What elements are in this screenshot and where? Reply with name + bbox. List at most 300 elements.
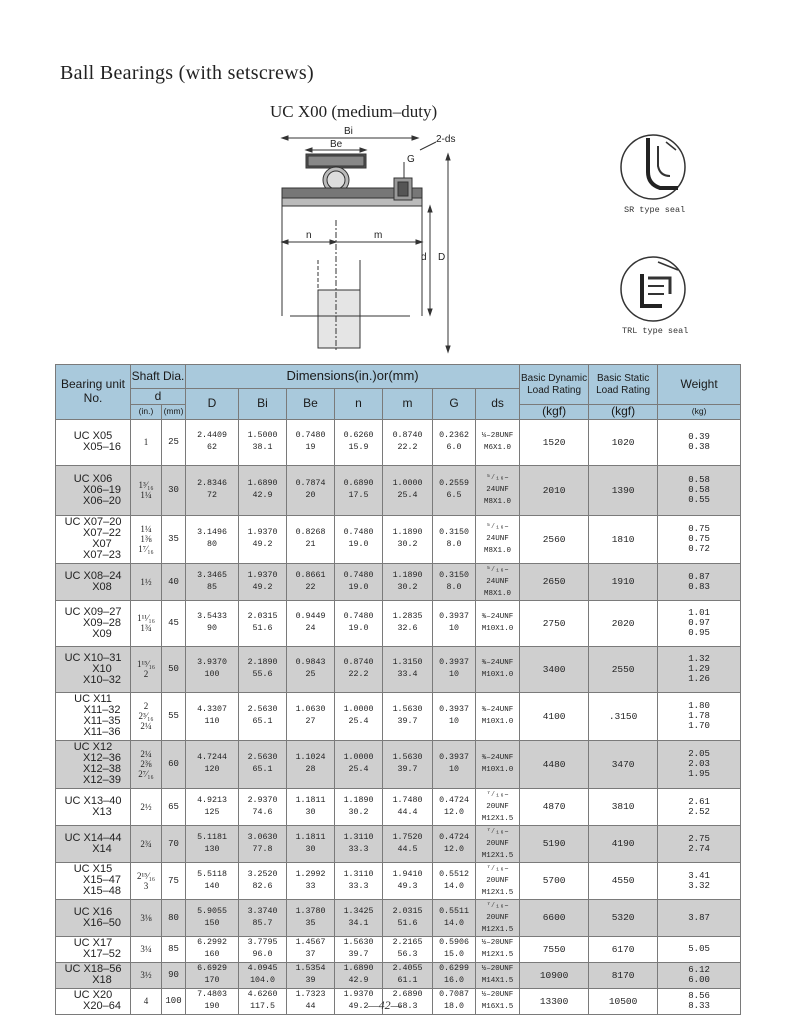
m-line: 56.3 (397, 950, 418, 960)
m-line: 1.3150 (392, 658, 423, 668)
m-line: 1.2835 (392, 612, 423, 622)
weight-line: 6.12 (688, 965, 710, 976)
dim-m-cell (383, 962, 433, 988)
bearing-unit-cell (56, 515, 131, 563)
D-line: 3.1496 (197, 528, 227, 538)
Bi-line: 49.2 (252, 582, 273, 592)
dim-D-cell (186, 465, 239, 515)
dim-n-cell (335, 962, 383, 988)
dim-n-cell (335, 788, 383, 825)
table-row (56, 899, 741, 936)
units-line: X06–20 (83, 494, 121, 507)
Bi-line: 3.3740 (247, 906, 278, 916)
Be-line: 0.7480 (295, 431, 326, 441)
dim-Be-cell (287, 465, 335, 515)
units-line: X11–32 (83, 704, 121, 717)
D-line: 5.5118 (197, 869, 227, 879)
Bi-line: 38.1 (252, 443, 273, 453)
Be-line: 27 (305, 717, 316, 727)
G-line: 12.0 (444, 844, 464, 854)
weight-cell (658, 862, 741, 899)
n-line: 1.0000 (343, 753, 374, 763)
dynamic-load-cell: 2750 (520, 600, 589, 646)
arrow-icon (428, 309, 432, 315)
weight-line: 0.97 (688, 618, 710, 629)
dynamic-load-cell: 7550 (520, 936, 589, 962)
dim-Be-cell (287, 788, 335, 825)
weight-cell (658, 515, 741, 563)
inch-line: 1¹⁵⁄₁₆ (136, 659, 156, 670)
dim-D-cell (186, 419, 239, 465)
weight-line: 1.32 (688, 654, 710, 665)
D-line: 150 (204, 918, 220, 928)
units-line: UC X20 (73, 989, 113, 1002)
bearing-unit-cell (56, 465, 131, 515)
D-line: 160 (204, 950, 220, 960)
units-line: X09–28 (83, 616, 121, 629)
weight-line: 0.95 (688, 628, 710, 639)
m-line: 1.1890 (392, 570, 423, 580)
shaft-mm-cell: 60 (162, 740, 186, 788)
units-line: UC X10–31 (64, 651, 122, 664)
inch-line: 1¹¹⁄₁₆ (137, 613, 155, 624)
dim-ds-cell (476, 515, 520, 563)
shaft-mm-cell: 45 (162, 600, 186, 646)
dim-ds-cell (476, 862, 520, 899)
units-line: UC X11 (74, 693, 112, 706)
D-line: 170 (204, 976, 220, 986)
G-line: 14.0 (444, 881, 464, 891)
header-Bi: Bi (239, 389, 287, 420)
dim-D-cell (186, 515, 239, 563)
weight-line: 3.87 (688, 912, 710, 923)
m-line: 2.0315 (392, 906, 423, 916)
Be-line: 20 (305, 491, 316, 501)
n-line: 30.2 (348, 807, 369, 817)
bearing-unit-cell (56, 962, 131, 988)
G-line: 0.3150 (439, 570, 469, 580)
n-line: 25.4 (348, 765, 369, 775)
G-line: 10 (449, 717, 459, 727)
shaft-inch-cell (131, 692, 162, 740)
dim-D-cell (186, 988, 239, 1014)
shaft-body (318, 290, 360, 348)
units-line: X15–48 (83, 885, 121, 898)
n-line: 1.6890 (343, 964, 374, 974)
inch-line: 1⅜ (140, 534, 152, 545)
dim-m-cell (383, 646, 433, 692)
dynamic-load-cell: 13300 (520, 988, 589, 1014)
shaft-mm-cell: 90 (162, 962, 186, 988)
D-line: 62 (207, 443, 217, 453)
dim-Be-cell (287, 692, 335, 740)
table-row (56, 465, 741, 515)
ds-line: M6X1.0 (484, 444, 512, 453)
dim-Be-cell (287, 563, 335, 600)
inch-line: 2¾ (140, 838, 152, 849)
Be-line: 0.8661 (295, 570, 326, 580)
dim-D-cell (186, 740, 239, 788)
G-line: 0.3937 (439, 753, 469, 763)
inch-line: 2 (143, 701, 149, 712)
ds-line: ⅜–24UNF (481, 754, 514, 763)
m-line: 25.4 (397, 491, 418, 501)
shaft-inch-cell (131, 563, 162, 600)
dim-ds-cell (476, 600, 520, 646)
D-line: 72 (207, 491, 217, 501)
weight-cell (658, 899, 741, 936)
m-line: 49.3 (397, 881, 418, 891)
weight-line: 0.58 (688, 485, 710, 496)
inch-line: 3⅛ (140, 912, 152, 923)
page-number: —42— (368, 998, 402, 1012)
static-load-cell: 2020 (589, 600, 658, 646)
units-line: X10 (92, 662, 112, 675)
m-line: 0.8740 (392, 431, 423, 441)
dim-Bi-cell (239, 740, 287, 788)
dim-D-cell (186, 563, 239, 600)
arrow-icon (412, 136, 418, 140)
weight-line: 8.33 (688, 1001, 710, 1012)
inch-line: 2¼ (140, 749, 152, 760)
ds-line: ½–20UNF (481, 991, 514, 1000)
G-line: 8.0 (446, 540, 462, 550)
dim-m-cell (383, 899, 433, 936)
n-label: n (306, 230, 312, 241)
header-kgf-dynamic: (kgf) (520, 405, 589, 420)
static-load-cell: 1390 (589, 465, 658, 515)
m-line: 1.9410 (392, 869, 423, 879)
inch-line: 2 (143, 669, 149, 680)
D-line: 125 (204, 807, 220, 817)
dim-G-cell (433, 788, 476, 825)
dim-D-cell (186, 962, 239, 988)
G-line: 15.0 (444, 950, 464, 960)
arrow-icon (416, 240, 422, 244)
dim-Bi-cell (239, 936, 287, 962)
page-title: Ball Bearings (with setscrews) (60, 62, 314, 84)
Bi-line: 65.1 (252, 765, 273, 775)
Be-line: 0.9843 (295, 658, 326, 668)
Bi-line: 1.5000 (247, 431, 278, 441)
D-line: 2.8346 (197, 479, 227, 489)
G-line: 14.0 (444, 918, 464, 928)
D-line: 4.7244 (197, 753, 227, 763)
n-line: 34.1 (348, 918, 369, 928)
units-line: X12–36 (83, 752, 121, 765)
G-line: 0.5511 (439, 906, 469, 916)
dim-D-cell (186, 899, 239, 936)
weight-line: 0.72 (688, 544, 710, 555)
table-row (56, 862, 741, 899)
weight-line: 2.05 (688, 749, 710, 760)
dim-m-cell (383, 465, 433, 515)
Be-line: 1.5354 (295, 964, 326, 974)
inch-line: 2⅜ (140, 759, 152, 770)
inch-line: 2³⁄₁₆ (138, 711, 154, 722)
dim-m-cell (383, 515, 433, 563)
bi-label: Bi (344, 126, 353, 137)
Bi-line: 2.0315 (247, 612, 278, 622)
static-load-cell: 10500 (589, 988, 658, 1014)
weight-line: 2.74 (688, 843, 710, 854)
D-line: 110 (204, 717, 220, 727)
weight-line: 6.00 (688, 975, 710, 986)
Bi-line: 74.6 (252, 807, 273, 817)
inch-line: 1³⁄₁₆ (138, 480, 154, 491)
bearing-unit-cell (56, 419, 131, 465)
weight-line: 0.38 (688, 442, 710, 453)
dim-m-cell (383, 862, 433, 899)
setscrew-hole (398, 182, 408, 196)
shaft-inch-cell (131, 788, 162, 825)
n-line: 1.3425 (343, 906, 374, 916)
Be-line: 39 (305, 976, 316, 986)
units-line: X10–32 (83, 673, 121, 686)
dim-n-cell (335, 600, 383, 646)
shaft-inch-cell (131, 419, 162, 465)
dim-Be-cell (287, 988, 335, 1014)
units-line: UC X14–44 (64, 831, 122, 844)
dim-Be-cell (287, 740, 335, 788)
weight-line: 2.61 (688, 796, 710, 807)
Bi-line: 55.6 (252, 670, 273, 680)
dynamic-load-cell: 2560 (520, 515, 589, 563)
units-line: UC X12 (73, 741, 113, 754)
Be-line: 1.7323 (295, 990, 326, 1000)
G-line: 6.5 (446, 491, 462, 501)
weight-line: 5.05 (688, 944, 710, 955)
dim-G-cell (433, 563, 476, 600)
table-row (56, 788, 741, 825)
table-row (56, 419, 741, 465)
n-line: 1.3110 (343, 832, 374, 842)
inch-line: 1¾ (140, 623, 152, 634)
G-line: 0.5906 (439, 938, 469, 948)
units-line: X12–38 (83, 763, 121, 776)
Bi-line: 65.1 (252, 717, 273, 727)
Bi-line: 2.5630 (247, 705, 278, 715)
dim-ds-cell (476, 988, 520, 1014)
dim-ds-cell (476, 740, 520, 788)
D-line: 85 (207, 582, 217, 592)
ds-line: ⅜–24UNF (481, 659, 514, 668)
Be-line: 0.9449 (295, 612, 326, 622)
G-line: 0.3937 (439, 612, 469, 622)
Be-line: 21 (305, 540, 316, 550)
weight-line: 0.87 (688, 571, 710, 582)
dynamic-load-cell: 1520 (520, 419, 589, 465)
G-line: 0.6299 (439, 964, 469, 974)
units-line: UC X16 (73, 905, 113, 918)
G-line: 18.0 (444, 1002, 464, 1012)
Bi-line: 3.0630 (247, 832, 278, 842)
G-line: 0.2559 (439, 479, 469, 489)
n-line: 19.0 (348, 582, 369, 592)
table-row (56, 600, 741, 646)
dim-ds-cell (476, 419, 520, 465)
dim-D-cell (186, 862, 239, 899)
g-label: G (407, 154, 415, 165)
dim-G-cell (433, 825, 476, 862)
series-subtitle: UC X00 (medium–duty) (270, 102, 438, 121)
Bi-line: 117.5 (250, 1002, 275, 1012)
dim-G-cell (433, 962, 476, 988)
D-line: 100 (204, 670, 220, 680)
units-line: X13 (92, 805, 112, 818)
shaft-inch-cell (131, 646, 162, 692)
Be-line: 1.4567 (295, 938, 326, 948)
outer-ring-inner (308, 156, 364, 166)
weight-cell (658, 825, 741, 862)
dim-D-cell (186, 936, 239, 962)
bearing-unit-cell (56, 563, 131, 600)
dim-G-cell (433, 936, 476, 962)
dim-Bi-cell (239, 465, 287, 515)
ds-line: ⅜–24UNF (481, 706, 514, 715)
ds-line: M10X1.0 (481, 625, 514, 634)
shaft-inch-cell (131, 962, 162, 988)
G-line: 10 (449, 670, 459, 680)
Bi-line: 3.2520 (247, 869, 278, 879)
units-line: X12–39 (83, 774, 121, 787)
be-label: Be (330, 139, 343, 150)
units-line: X06–19 (83, 483, 121, 496)
Bi-line: 85.7 (252, 918, 273, 928)
units-line: X14 (92, 842, 112, 855)
units-line: X16–50 (83, 916, 121, 929)
Be-line: 44 (305, 1002, 316, 1012)
header-dimensions: Dimensions(in.)or(mm) (186, 365, 520, 389)
weight-line: 0.55 (688, 495, 710, 506)
inch-line: 1⁷⁄₁₆ (138, 544, 154, 555)
n-line: 1.0000 (343, 705, 374, 715)
m-line: 1.1890 (392, 528, 423, 538)
dim-n-cell (335, 515, 383, 563)
weight-cell (658, 936, 741, 962)
static-load-cell: 1020 (589, 419, 658, 465)
Be-line: 30 (305, 807, 316, 817)
m-line: 61.1 (397, 976, 418, 986)
dim-n-cell (335, 936, 383, 962)
ds-line: ½–20UNF (481, 939, 514, 948)
static-load-cell: 4550 (589, 862, 658, 899)
m-line: 30.2 (397, 540, 418, 550)
header-inch: (in.) (131, 405, 162, 420)
dynamic-load-cell: 6600 (520, 899, 589, 936)
n-line: 19.0 (348, 540, 369, 550)
G-line: 0.2362 (439, 431, 469, 441)
weight-line: 1.95 (688, 769, 710, 780)
n-line: 17.5 (348, 491, 369, 501)
units-line: UC X08–24 (64, 569, 122, 582)
header-shaft-d: d (131, 389, 186, 405)
D-line: 3.9370 (197, 658, 227, 668)
units-line: X05–16 (83, 441, 121, 454)
dim-Bi-cell (239, 862, 287, 899)
bearing-unit-cell (56, 600, 131, 646)
bearing-unit-cell (56, 862, 131, 899)
D-line: 3.5433 (197, 612, 227, 622)
table-row (56, 646, 741, 692)
Bi-line: 51.6 (252, 624, 273, 634)
G-line: 0.3150 (439, 528, 469, 538)
m-line: 22.2 (397, 443, 418, 453)
m-line: 32.6 (397, 624, 418, 634)
sr-seal-diagram (618, 132, 688, 202)
weight-line: 0.75 (688, 534, 710, 545)
arrow-icon (330, 240, 336, 244)
bearing-unit-cell (56, 646, 131, 692)
weight-line: 1.80 (688, 701, 710, 712)
dim-n-cell (335, 692, 383, 740)
Bi-line: 2.1890 (247, 658, 278, 668)
units-line: X07–23 (83, 549, 121, 562)
ds-line: ⁷⁄₁₆–20UNF (486, 901, 509, 922)
weight-cell (658, 740, 741, 788)
Be-line: 1.0630 (295, 705, 326, 715)
dim-Be-cell (287, 936, 335, 962)
header-G: G (433, 389, 476, 420)
arrow-icon (360, 148, 366, 152)
units-line: UC X05 (73, 430, 113, 443)
Be-line: 24 (305, 624, 316, 634)
weight-line: 2.03 (688, 759, 710, 770)
header-m: m (383, 389, 433, 420)
weight-cell (658, 988, 741, 1014)
ds-line: M12X1.5 (481, 814, 514, 823)
ds-line: ⁷⁄₁₆–20UNF (486, 790, 509, 811)
sr-seal-label: SR type seal (624, 205, 686, 215)
bearing-unit-cell (56, 825, 131, 862)
ds-line: M10X1.0 (481, 766, 514, 775)
dim-ds-cell (476, 825, 520, 862)
shaft-mm-cell: 55 (162, 692, 186, 740)
shaft-inch-cell (131, 825, 162, 862)
ds-line: ⁵⁄₁₆–24UNF (486, 523, 509, 544)
shaft-inch-cell (131, 600, 162, 646)
weight-line: 3.41 (688, 870, 710, 881)
dim-D-cell (186, 788, 239, 825)
n-line: 15.9 (348, 443, 369, 453)
n-line: 0.6260 (343, 431, 374, 441)
m-line: 33.4 (397, 670, 418, 680)
header-dynamic-load: Basic Dynamic Load Rating (520, 365, 589, 405)
inch-line: 1¼ (140, 490, 152, 501)
Be-line: 25 (305, 670, 316, 680)
weight-cell (658, 692, 741, 740)
ds-line: M12X1.5 (481, 925, 514, 934)
dim-m-cell (383, 825, 433, 862)
Be-line: 22 (305, 582, 316, 592)
Bi-line: 96.0 (252, 950, 273, 960)
static-load-cell: 1910 (589, 563, 658, 600)
dim-Bi-cell (239, 899, 287, 936)
weight-cell (658, 646, 741, 692)
G-line: 8.0 (446, 582, 462, 592)
dim-n-cell (335, 825, 383, 862)
weight-line: 8.56 (688, 991, 710, 1002)
dynamic-load-cell: 2010 (520, 465, 589, 515)
weight-line: 1.01 (688, 608, 710, 619)
G-line: 16.0 (444, 976, 464, 986)
dim-Be-cell (287, 825, 335, 862)
dim-Bi-cell (239, 825, 287, 862)
Be-line: 1.1811 (295, 795, 326, 805)
units-line: UC X09–27 (64, 605, 122, 618)
ds-line: ⁷⁄₁₆–20UNF (486, 864, 509, 885)
static-load-cell: 4190 (589, 825, 658, 862)
